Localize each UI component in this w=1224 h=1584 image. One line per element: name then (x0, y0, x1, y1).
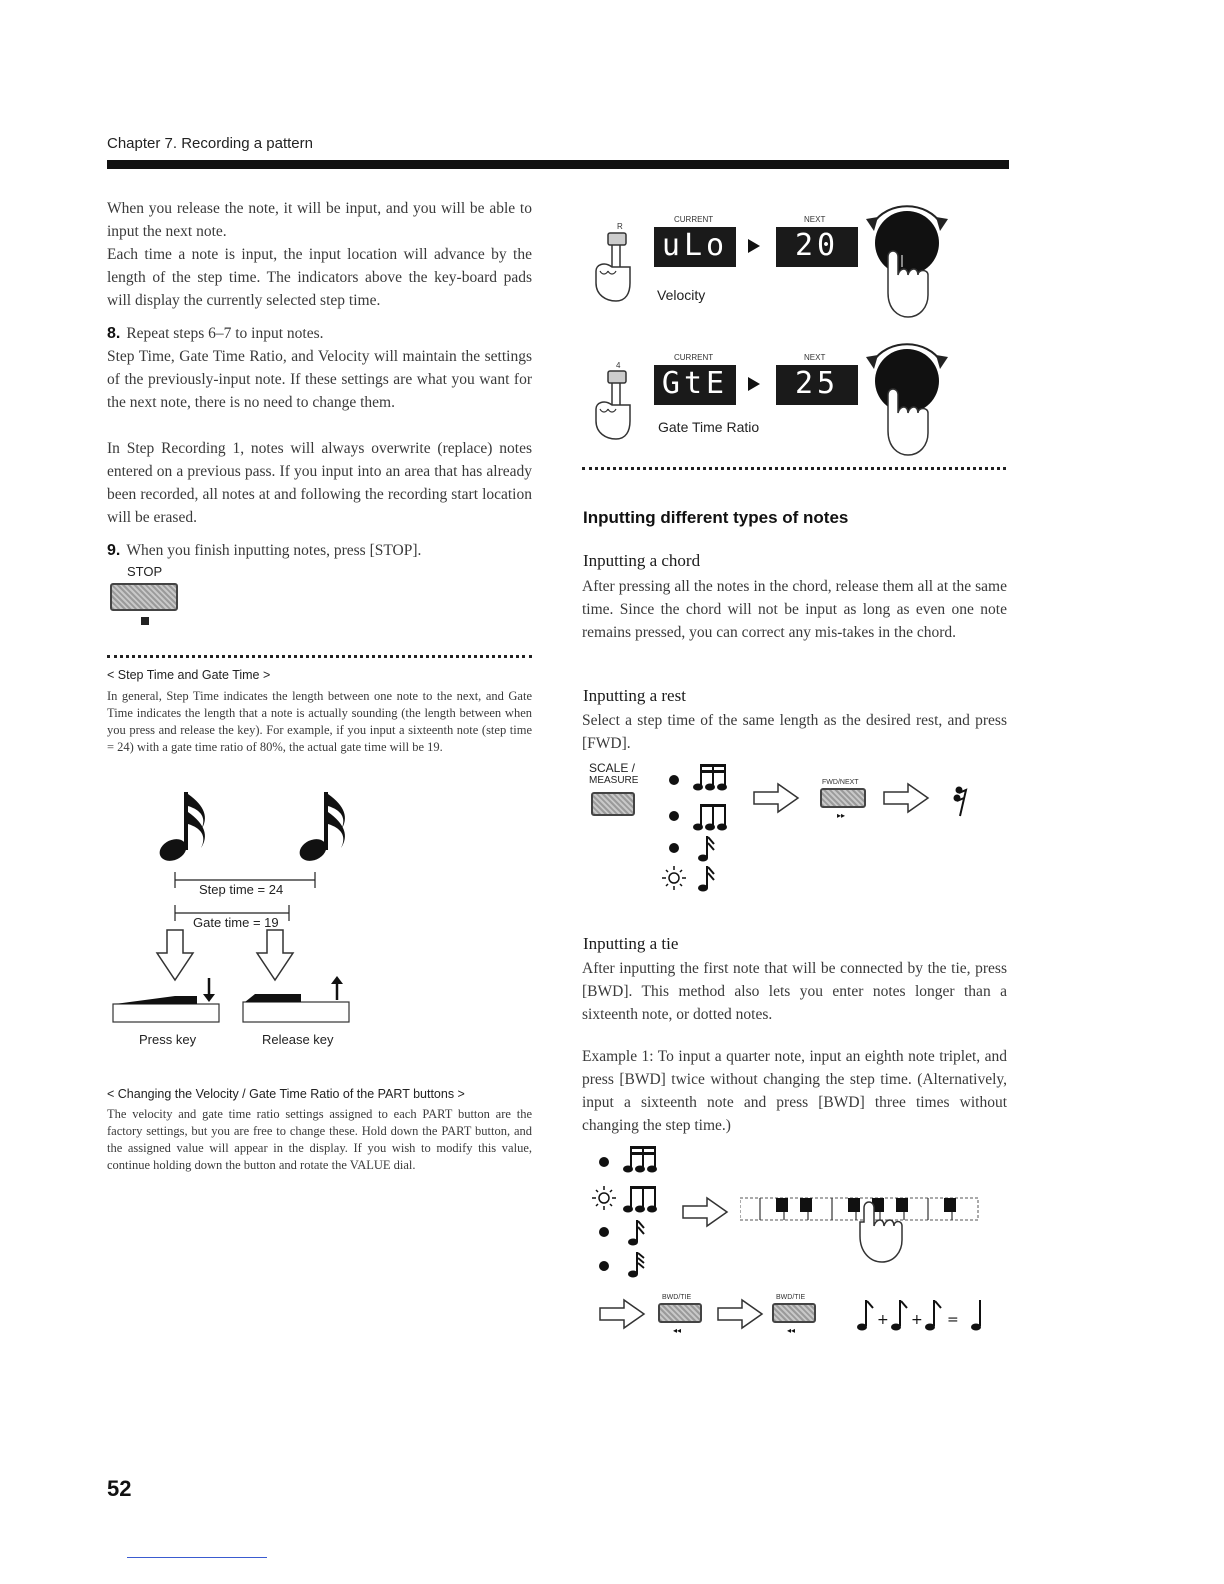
tie-example: Example 1: To input a quarter note, input an eighth note triplet, and press [BWD] twice without changing the step time. (Alternatively, input a sixteenth note and press [BWD] three times without changing the step time.) (582, 1048, 1007, 1134)
triplet-note-icon (693, 804, 727, 831)
svg-text:+: + (911, 1312, 923, 1328)
velocity-figure (582, 195, 1012, 325)
tie-equation-icon (855, 1296, 990, 1334)
fast-forward-icon: ▸▸ (837, 811, 846, 820)
dotted-divider-left (107, 655, 532, 658)
down-arrow-icon (157, 930, 193, 980)
svg-text:=: = (947, 1312, 959, 1328)
note-step-gate-text: In general, Step Time indicates the length between one note to the next, and Gate Time indicates the length that a note is actually sounding (the length between when you press and release the key). For example, if you input a sixteenth note (step time = 24) with a gate time ratio of 80%, the actual gate time will be 19. (107, 689, 532, 754)
gate-time-label: Gate time = 19 (193, 915, 279, 930)
next-display: 25 (776, 365, 858, 405)
play-arrow-icon (748, 377, 760, 391)
hollow-right-arrow-icon (598, 1298, 646, 1330)
tie-heading: Inputting a tie (583, 934, 679, 953)
fwd-label: FWD/NEXT (822, 779, 859, 786)
part-button-label: 4 (616, 361, 621, 370)
rewind-icon: ◂◂ (673, 1326, 682, 1335)
hollow-right-arrow-icon (752, 782, 800, 814)
hand-press-icon (582, 231, 632, 303)
step-8 (107, 322, 532, 345)
sixteenth-note-icon (296, 792, 345, 865)
page-number: 52 (107, 1476, 132, 1501)
chapter-header: Chapter 7. Recording a pattern (107, 135, 313, 152)
next-label: NEXT (804, 353, 826, 362)
gate-time-ratio-caption: Gate Time Ratio (658, 419, 760, 435)
release-key-label: Release key (262, 1032, 334, 1047)
chord-text: After pressing all the notes in the chord, release them all at the same time. Since the chord will not be input as long as even one note remains pressed, you can correct any mis-takes in the chord. (582, 578, 1007, 641)
current-label: CURRENT (674, 353, 714, 362)
stop-label: STOP (127, 564, 163, 579)
step-9-number: 9. (107, 542, 121, 559)
section-title: Inputting different types of notes (583, 508, 849, 527)
stop-icon (141, 617, 149, 625)
sixteenth-rest-icon (952, 784, 972, 818)
triplet-note-icon (693, 764, 727, 791)
sixteenth-note-icon (698, 866, 714, 892)
paragraph-maintain-settings: Step Time, Gate Time Ratio, and Velocity will maintain the settings of the previously-input note. If these settings are what you want for the next note, there is no need to change them. (107, 348, 532, 411)
sun-lit-icon (662, 866, 686, 890)
scale-measure-button[interactable] (591, 792, 635, 816)
step-9-text: When you finish inputting notes, press [STOP]. (126, 542, 422, 559)
note-step-gate-title: < Step Time and Gate Time > (107, 668, 271, 682)
sun-lit-icon (592, 1186, 616, 1210)
gate-time-ratio-figure (582, 333, 1012, 463)
step-time-label: Step time = 24 (199, 882, 284, 897)
play-arrow-icon (748, 239, 760, 253)
rest-heading: Inputting a rest (583, 686, 686, 705)
thirtysecond-note-icon (628, 1252, 644, 1278)
rewind-icon: ◂◂ (787, 1326, 796, 1335)
part-button-label: R (617, 222, 623, 231)
scale-label: SCALE / (589, 761, 636, 775)
step-time-indicators (660, 760, 740, 895)
note-part-buttons-text: The velocity and gate time ratio settings assigned to each PART button are the factory settings, but you are free to change these. Hold down the PART button, and the assigned value will appear in the display. If you wish to modify this value, continue holding down the button and rotate the VALUE dial. (107, 1107, 532, 1172)
stop-button[interactable] (110, 583, 178, 611)
tie-step-indicators (592, 1140, 672, 1280)
hollow-right-arrow-icon (716, 1298, 764, 1330)
bwd-button[interactable] (658, 1303, 702, 1323)
chord-heading: Inputting a chord (583, 551, 701, 570)
step-9 (107, 539, 532, 562)
svg-text:+: + (877, 1312, 889, 1328)
sixteenth-note-icon (156, 792, 205, 865)
bwd-label: BWD/TIE (776, 1294, 806, 1301)
paragraph-input-location: Each time a note is input, the input location will advance by the length of the step time. The indicators above the key-board pads will display the currently selected step time. (107, 246, 532, 309)
hollow-right-arrow-icon (882, 782, 930, 814)
measure-label: MEASURE (589, 775, 639, 786)
value-dial-icon (862, 195, 952, 320)
rest-text: Select a step time of the same length as the desired rest, and press [FWD]. (582, 712, 1007, 752)
sixteenth-note-icon (628, 1220, 644, 1246)
velocity-caption: Velocity (657, 287, 706, 303)
keyboard-pads-icon (740, 1196, 980, 1266)
value-dial-icon (862, 333, 952, 458)
tie-text: After inputting the first note that will be connected by the tie, press [BWD]. This method also lets you enter notes longer than a sixteenth note, or dotted notes. (582, 960, 1007, 1023)
current-display: uLo (654, 227, 736, 267)
press-key-label: Press key (139, 1032, 197, 1047)
bwd-button[interactable] (772, 1303, 816, 1323)
fwd-button[interactable] (820, 788, 866, 808)
paragraph-release-note: When you release the note, it will be input, and you will be able to input the next note. (107, 200, 532, 240)
triplet-note-icon (623, 1186, 657, 1213)
next-label: NEXT (804, 215, 826, 224)
bwd-label: BWD/TIE (662, 1294, 692, 1301)
dotted-divider-right (582, 467, 1006, 470)
sixteenth-note-icon (698, 836, 714, 862)
hand-press-icon (582, 369, 632, 441)
paragraph-overwrite: In Step Recording 1, notes will always overwrite (replace) notes entered on a previous pass. If you input into an area that has already been recorded, all notes at and following the recording start location will be erased. (107, 440, 532, 526)
current-label: CURRENT (674, 215, 714, 224)
down-arrow-icon (257, 930, 293, 980)
hollow-right-arrow-icon (681, 1196, 729, 1228)
header-rule (107, 160, 1009, 169)
note-part-buttons-title: < Changing the Velocity / Gate Time Ratio of the PART buttons > (107, 1087, 465, 1101)
triplet-note-icon (623, 1146, 657, 1173)
next-display: 20 (776, 227, 858, 267)
current-display: GtE (654, 365, 736, 405)
footer-rule (127, 1557, 267, 1558)
step-8-number: 8. (107, 325, 121, 342)
step-8-text: Repeat steps 6–7 to input notes. (126, 325, 324, 342)
